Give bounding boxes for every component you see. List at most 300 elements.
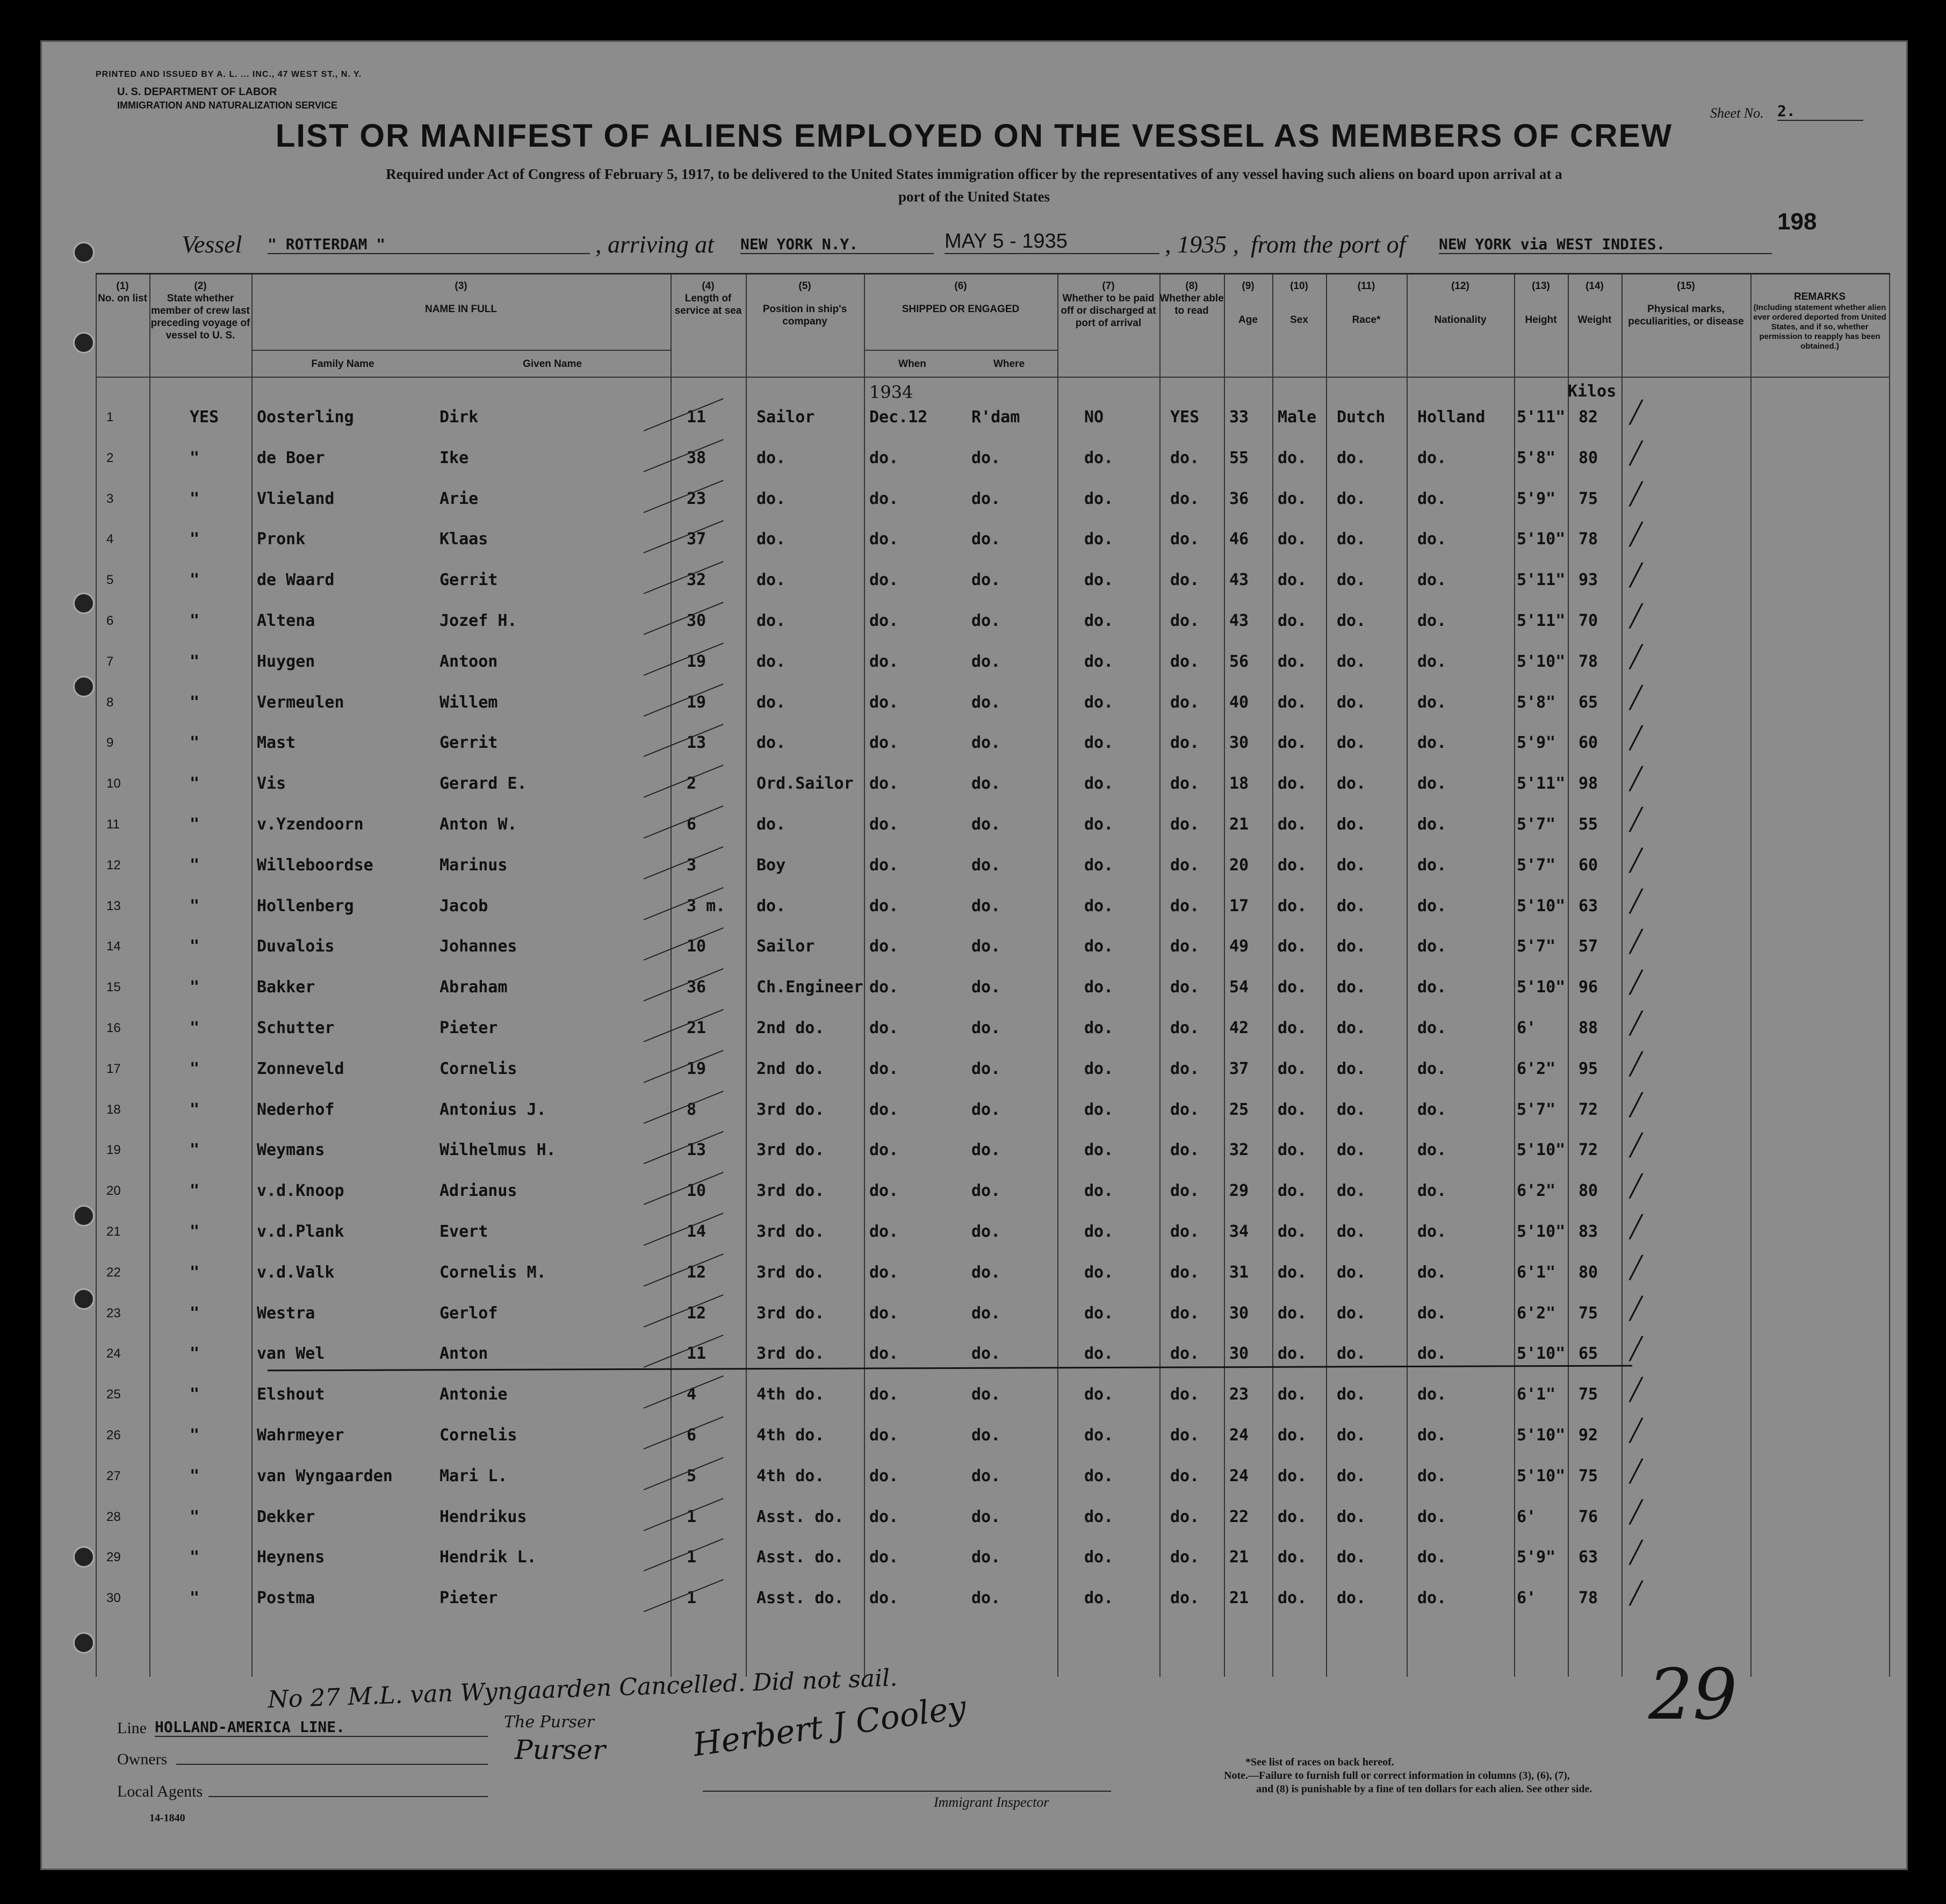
weight: 75 [1579,1385,1598,1404]
binder-hole [73,1632,95,1654]
nationality: do. [1417,489,1447,508]
service-check-mark [644,683,724,717]
able-to-read: do. [1170,530,1200,549]
row-number: 5 [106,573,114,588]
service-check-mark [644,928,724,961]
height: 5'7" [1517,937,1556,956]
given-name: Gerlof [439,1303,498,1323]
able-to-read: do. [1170,571,1200,590]
prev-voyage: " [190,652,200,671]
table-row [96,1579,1890,1620]
family-name: de Waard [257,571,335,590]
sex: do. [1278,693,1307,712]
service-check-mark [644,439,724,472]
nationality: do. [1417,652,1447,671]
shipped-where: do. [971,1019,1001,1037]
col1-num: (1) [116,280,129,292]
family-name: van Wel [257,1344,325,1364]
prev-voyage: " [190,1181,200,1201]
length-of-service: 11 [687,1344,707,1364]
shipped-when: do. [869,652,899,671]
col6-label: SHIPPED OR ENGAGED [902,304,1020,315]
check-mark-icon: ╱ [1630,726,1643,751]
age: 56 [1229,652,1249,671]
length-of-service: 10 [687,1181,707,1201]
family-name: Wahrmeyer [257,1426,344,1445]
check-mark-icon: ╱ [1630,1051,1643,1077]
check-mark-icon: ╱ [1630,1337,1643,1362]
length-of-service: 1 [687,1548,697,1567]
age: 46 [1229,530,1249,549]
sex: do. [1278,1100,1307,1119]
length-of-service: 8 [687,1100,697,1119]
manifest-page [40,40,1908,1870]
table-row [96,1253,1890,1294]
service-check-mark [644,1416,724,1449]
nationality: do. [1417,571,1447,590]
sex: do. [1278,489,1307,508]
given-name: Klaas [439,530,488,549]
race: do. [1337,733,1366,753]
sex: do. [1278,611,1307,630]
sex: do. [1278,1507,1307,1526]
col14-label: Weight [1577,314,1612,326]
age: 36 [1229,489,1249,508]
race: do. [1337,1548,1366,1567]
nationality: do. [1417,733,1447,753]
paid-off: do. [1084,1059,1114,1078]
binder-hole [73,593,95,614]
race: do. [1337,978,1366,997]
paid-off: do. [1084,693,1114,712]
able-to-read: do. [1170,1100,1200,1119]
service-check-mark [644,602,724,635]
col5-num: (5) [798,280,811,292]
age: 33 [1229,408,1249,427]
table-row [96,724,1890,765]
paid-off: do. [1084,855,1114,875]
table-row [96,398,1890,439]
col8-num: (8) [1185,280,1198,292]
able-to-read: do. [1170,774,1200,794]
row-number: 17 [106,1061,121,1076]
nationality: do. [1417,1303,1447,1323]
race: Dutch [1337,408,1386,427]
table-row [96,805,1890,846]
family-name: Postma [257,1589,315,1608]
check-mark-icon: ╱ [1630,889,1643,914]
row-number: 14 [106,939,121,954]
table-row [96,968,1890,1009]
shipped-where: do. [971,733,1001,753]
age: 43 [1229,611,1249,630]
check-mark-icon: ╱ [1630,644,1643,669]
family-name: Pronk [257,530,306,549]
position: Asst. do. [756,1507,844,1526]
height: 5'10" [1517,652,1566,671]
service-check-mark [644,1009,724,1042]
check-mark-icon: ╱ [1630,1011,1643,1036]
height: 5'7" [1517,815,1556,834]
table-row [96,927,1890,968]
shipped-when: do. [869,1426,899,1445]
sex: do. [1278,571,1307,590]
length-of-service: 14 [687,1222,707,1241]
weight: 57 [1579,937,1598,956]
prev-voyage: " [190,1589,200,1608]
row-number: 24 [106,1346,121,1361]
able-to-read: do. [1170,1059,1200,1078]
age: 24 [1229,1466,1249,1485]
col8-label: Whether able to read [1159,293,1224,316]
position: 3rd do. [756,1100,825,1119]
shipped-when: do. [869,1548,899,1567]
vessel-name: " ROTTERDAM " [268,235,590,254]
sex: Male [1278,408,1317,427]
position: do. [756,733,786,753]
age: 37 [1229,1059,1249,1078]
col15-num: (15) [1677,280,1695,292]
able-to-read: do. [1170,1019,1200,1037]
weight: 93 [1579,571,1598,590]
from-port-label: from the port of [1251,230,1406,258]
binder-hole [73,676,95,697]
check-mark-icon: ╱ [1630,604,1643,629]
race: do. [1337,937,1366,956]
weight: 65 [1579,1344,1598,1364]
given-name: Gerrit [439,571,498,590]
col1-label: No. on list [98,293,147,304]
paid-off: do. [1084,896,1114,915]
binder-hole [73,1546,95,1568]
age: 21 [1229,1589,1249,1608]
shipped-when: do. [869,1222,899,1241]
given-name: Cornelis [439,1426,517,1445]
service-check-mark [644,1335,724,1368]
prev-voyage: " [190,1222,200,1241]
shipped-where: do. [971,855,1001,875]
prev-voyage: " [190,1344,200,1364]
given-name: Johannes [439,937,517,956]
col3-family-label: Family Name [311,358,374,370]
check-mark-icon: ╱ [1630,441,1643,466]
family-name: Heynens [257,1548,325,1567]
service-check-mark [644,805,724,839]
prev-voyage: YES [190,408,219,427]
given-name: Arie [439,489,479,508]
row-number: 19 [106,1143,121,1158]
col16-label: REMARKS [1793,291,1846,302]
local-agents-label: Local Agents [117,1783,203,1800]
shipped-where: do. [971,1059,1001,1078]
length-of-service: 3 m. [687,896,726,915]
check-mark-icon: ╱ [1630,1377,1643,1403]
prev-voyage: " [190,1141,200,1160]
race: do. [1337,530,1366,549]
paid-off: do. [1084,978,1114,997]
row-number: 15 [106,980,121,995]
arrival-date-stamp: MAY 5 - 1935 [945,230,1159,254]
service-check-mark [644,480,724,513]
position: 3rd do. [756,1181,825,1201]
race: do. [1337,1181,1366,1201]
race: do. [1337,1263,1366,1282]
nationality: do. [1417,1466,1447,1485]
sex: do. [1278,1222,1307,1241]
shipped-when: do. [869,1263,899,1282]
shipped-where: do. [971,1466,1001,1485]
check-mark-icon: ╱ [1630,1540,1643,1566]
able-to-read: do. [1170,489,1200,508]
page-subtitle [149,163,1799,208]
check-mark-icon: ╱ [1630,767,1643,792]
row-number: 2 [106,450,114,465]
length-of-service: 30 [687,611,707,630]
nationality: do. [1417,774,1447,794]
sex: do. [1278,937,1307,956]
given-name: Pieter [439,1589,498,1608]
length-of-service: 37 [687,530,707,549]
check-mark-icon: ╱ [1630,929,1643,955]
col2-num: (2) [194,280,207,292]
given-name: Abraham [439,978,508,997]
paid-off: do. [1084,1263,1114,1282]
shipped-when: do. [869,693,899,712]
sex: do. [1278,652,1307,671]
table-row [96,643,1890,683]
sex: do. [1278,1344,1307,1364]
shipped-where: do. [971,1263,1001,1282]
arriving-port: NEW YORK N.Y. [740,235,934,254]
nationality: do. [1417,693,1447,712]
purser-signature: Purser [515,1734,606,1765]
length-of-service: 13 [687,733,707,753]
shipped-when: do. [869,1100,899,1119]
row-number: 27 [106,1468,121,1483]
given-name: Antonius J. [439,1100,546,1119]
row-number: 30 [106,1591,121,1606]
paid-off: do. [1084,1181,1114,1201]
table-row [96,887,1890,928]
row-number: 25 [106,1387,121,1402]
height: 5'8" [1517,693,1556,712]
given-name: Cornelis [439,1059,517,1078]
family-name: Altena [257,611,315,630]
table-row [96,480,1890,521]
sex: do. [1278,530,1307,549]
prev-voyage: " [190,1548,200,1567]
shipped-when: do. [869,1385,899,1404]
able-to-read: do. [1170,896,1200,915]
sex: do. [1278,774,1307,794]
col9-num: (9) [1242,280,1255,292]
nationality: do. [1417,448,1447,467]
table-row [96,1457,1890,1498]
service-check-mark [644,968,724,1001]
shipped-when: do. [869,530,899,549]
age: 24 [1229,1426,1249,1445]
weight: 76 [1579,1507,1598,1526]
family-name: Vis [257,774,286,794]
service-check-mark [644,398,724,431]
weight: 83 [1579,1222,1598,1241]
sex: do. [1278,1019,1307,1037]
paid-off: do. [1084,448,1114,467]
shipped-where: do. [971,571,1001,590]
table-row [96,1294,1890,1335]
height: 5'8" [1517,448,1556,467]
race: do. [1337,571,1366,590]
height: 5'11" [1517,571,1566,590]
position: 3rd do. [756,1344,825,1364]
race: do. [1337,1385,1366,1404]
service-check-mark [644,1253,724,1287]
crew-table [96,273,1890,1677]
check-mark-icon: ╱ [1630,1092,1643,1117]
prev-voyage: " [190,978,200,997]
given-name: Adrianus [439,1181,517,1201]
position: 3rd do. [756,1222,825,1241]
service-check-mark [644,1457,724,1490]
prev-voyage: " [190,774,200,794]
family-name: v.d.Knoop [257,1181,344,1201]
race: do. [1337,1344,1366,1364]
stamp-number: 198 [1777,208,1817,235]
sex: do. [1278,1059,1307,1078]
row-number: 8 [106,695,114,710]
nationality: do. [1417,611,1447,630]
check-mark-icon: ╱ [1630,970,1643,996]
sex: do. [1278,896,1307,915]
row-number: 4 [106,532,114,547]
height: 6'2" [1517,1303,1556,1323]
sex: do. [1278,733,1307,753]
nationality: do. [1417,855,1447,875]
able-to-read: do. [1170,1344,1200,1364]
table-row [96,765,1890,805]
shipped-when: do. [869,733,899,753]
nationality: do. [1417,815,1447,834]
length-of-service: 1 [687,1589,697,1608]
table-row [96,1050,1890,1091]
row-number: 12 [106,857,121,872]
paid-off: do. [1084,1344,1114,1364]
service-check-mark [644,1539,724,1572]
col3-given-label: Given Name [523,358,582,370]
weight: 75 [1579,1466,1598,1485]
able-to-read: do. [1170,1589,1200,1608]
shipped-where: do. [971,1589,1001,1608]
position: 3rd do. [756,1303,825,1323]
handwritten-cancellation-note: No 27 M.L. van Wyngaarden Cancelled. Did not sail. [267,1664,898,1714]
sex: do. [1278,1263,1307,1282]
paid-off: do. [1084,1141,1114,1160]
line-label: Line [117,1719,147,1737]
paid-off: do. [1084,1589,1114,1608]
shipped-where: R'dam [971,408,1020,427]
from-port: NEW YORK via WEST INDIES. [1439,235,1772,254]
shipped-when: do. [869,774,899,794]
paid-off: do. [1084,571,1114,590]
printer-line: PRINTED AND ISSUED BY A. L. ... INC., 47 WEST ST., N. Y. [96,70,362,79]
table-row [96,1416,1890,1457]
given-name: Antoon [439,652,498,671]
paid-off: do. [1084,1466,1114,1485]
col4-label: Length of service at sea [674,293,742,316]
nationality: do. [1417,1019,1447,1037]
weight: 60 [1579,733,1598,753]
table-row [96,1538,1890,1579]
race: do. [1337,1222,1366,1241]
prev-voyage: " [190,489,200,508]
able-to-read: do. [1170,1385,1200,1404]
nationality: do. [1417,1507,1447,1526]
length-of-service: 6 [687,815,697,834]
shipped-where: do. [971,693,1001,712]
able-to-read: do. [1170,448,1200,467]
age: 25 [1229,1100,1249,1119]
sheet-number: 2. [1777,102,1863,121]
col11-label: Race* [1352,314,1381,326]
given-name: Ike [439,448,469,467]
able-to-read: do. [1170,733,1200,753]
length-of-service: 36 [687,978,707,997]
able-to-read: do. [1170,855,1200,875]
length-of-service: 13 [687,1141,707,1160]
given-name: Marinus [439,855,508,875]
paid-off: do. [1084,1100,1114,1119]
table-row [96,561,1890,602]
paid-off: do. [1084,1303,1114,1323]
nationality: do. [1417,1548,1447,1567]
able-to-read: do. [1170,693,1200,712]
shipped-where: do. [971,815,1001,834]
family-name: Huygen [257,652,315,671]
service-check-mark [644,1131,724,1165]
given-name: Hendrikus [439,1507,527,1526]
local-agents-line [208,1796,488,1797]
height: 5'11" [1517,774,1566,794]
length-of-service: 19 [687,652,707,671]
shipped-when: do. [869,1141,899,1160]
height: 5'9" [1517,489,1556,508]
shipped-where: do. [971,896,1001,915]
col7-label: Whether to be paid off or discharged at port of arrival [1061,293,1156,329]
race: do. [1337,1059,1366,1078]
given-name: Gerrit [439,733,498,753]
position: 4th do. [756,1385,825,1404]
height: 5'10" [1517,1426,1566,1445]
col11-num: (11) [1357,280,1375,292]
prev-voyage: " [190,1100,200,1119]
race: do. [1337,1019,1366,1037]
table-row [96,1213,1890,1253]
table-row [96,1131,1890,1172]
col3-num: (3) [455,280,467,292]
shipped-where: do. [971,1222,1001,1241]
owners-label: Owners [117,1750,168,1768]
nationality: do. [1417,1141,1447,1160]
able-to-read: do. [1170,1303,1200,1323]
service-check-mark [644,765,724,798]
sex: do. [1278,1426,1307,1445]
check-mark-icon: ╱ [1630,481,1643,507]
shipped-when: do. [869,815,899,834]
family-name: Weymans [257,1141,325,1160]
nationality: do. [1417,1263,1447,1282]
nationality: do. [1417,1426,1447,1445]
family-name: Hollenberg [257,896,354,915]
